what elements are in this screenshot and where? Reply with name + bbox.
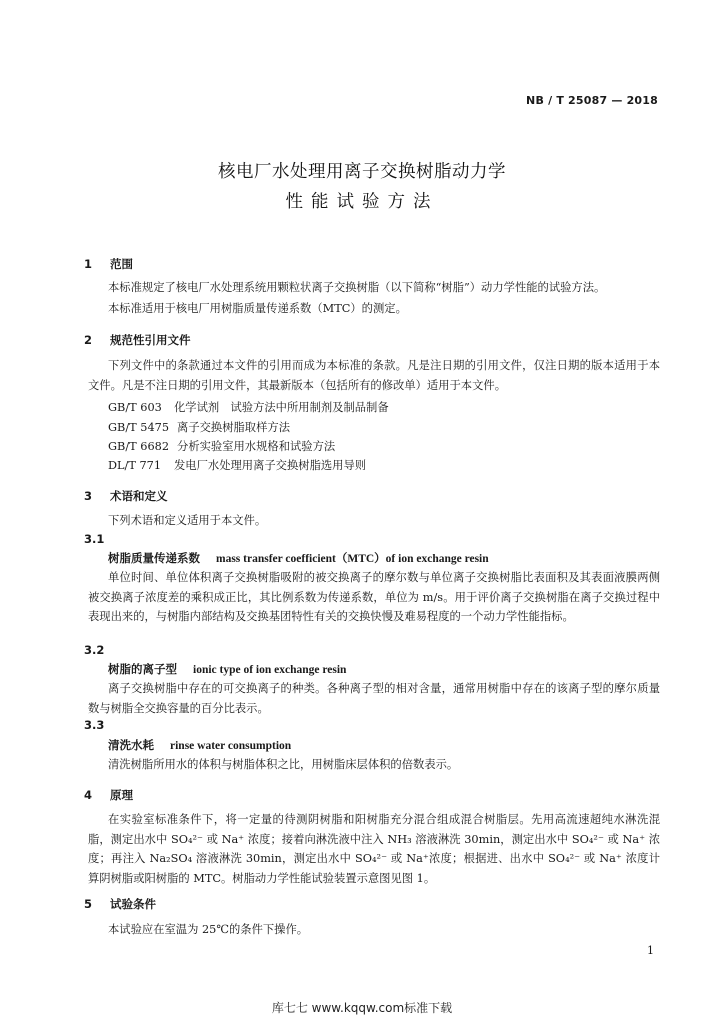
section-1-paragraph-1: 本标准规定了核电厂水处理系统用颗粒状离子交换树脂（以下简称“树脂”）动力学性能的试验方法。 [108,281,606,294]
reference-name: 发电厂水处理用离子交换树脂选用导则 [174,459,367,472]
section-title: 规范性引用文件 [110,333,191,347]
term-3-1 [108,550,489,566]
page-number: 1 [647,944,654,957]
term-3-2 [108,661,346,677]
document-title-line2: 性能试验方法 [285,192,439,212]
section-number: 2 [84,333,93,347]
reference-item [108,438,335,454]
reference-code: DL/T 771 [108,459,162,472]
reference-name: 化学试剂 试验方法中所用制剂及制品制备 [174,401,389,414]
footer-watermark-text: 库七七 www.kqqw.com标准下载 [271,1001,453,1015]
section-1-paragraph-2: 本标准适用于核电厂用树脂质量传递系数（MTC）的测定。 [108,302,407,315]
section-3-heading [84,488,168,504]
section-title: 试验条件 [110,897,157,911]
term-3-2-number: 3.2 [84,643,105,657]
section-title: 原理 [110,788,134,802]
term-english: mass transfer coefficient（MTC）of ion exchange resin [216,553,489,565]
term-chinese: 清洗水耗 [108,738,154,752]
section-title: 术语和定义 [110,489,168,503]
section-4-paragraph: 在实验室标准条件下，将一定量的待测阴树脂和阳树脂充分混合组成混合树脂层。先用高流速超纯水淋洗混脂，测定出水中 SO₄²⁻ 或 Na⁺ 浓度；接着向淋洗液中注入 NH₃ 溶液淋洗 30min，测定出水中 SO₄²⁻ 或 Na⁺ 浓度；再注入 Na₂SO₄ 溶液淋洗 30min，测定出水中 SO₄²⁻ 或 Na⁺浓度；根据进、出水中 SO₄²⁻ 或 Na⁺ 浓度计算阴树脂或阳树脂的 MTC。树脂动力学性能试验装置示意图见图 1。 [88,813,660,885]
reference-item [108,457,366,473]
section-title: 范围 [110,257,134,271]
reference-item [108,399,389,415]
section-5-heading [84,896,156,912]
reference-name: 离子交换树脂取样方法 [177,421,290,434]
standard-code: NB / T 25087 — 2018 [526,94,658,107]
section-2-paragraph: 下列文件中的条款通过本文件的引用而成为本标准的条款。凡是注日期的引用文件，仅注日期的版本适用于本文件。凡是不注日期的引用文件，其最新版本（包括所有的修改单）适用于本文件。 [88,359,660,392]
term-english: rinse water consumption [170,740,292,752]
term-chinese: 树脂质量传递系数 [108,551,200,565]
section-1-heading [84,256,133,272]
section-number: 1 [84,257,93,271]
term-3-2-definition: 离子交换树脂中存在的可交换离子的种类。各种离子型的相对含量，通常用树脂中存在的该离子型的摩尔质量数与树脂全交换容量的百分比表示。 [88,682,660,715]
term-3-1-number: 3.1 [84,532,105,546]
reference-code: GB/T 5475 [108,421,170,434]
term-3-1-definition: 单位时间、单位体积离子交换树脂吸附的被交换离子的摩尔数与单位离子交换树脂比表面积及其表面液膜两侧被交换离子浓度差的乘积成正比，其比例系数为传递系数，单位为 m/s。用于评价离子交换树脂在离子交换过程中表现出来的，与树脂内部结构及交换基团特性有关的交换快慢及难易程度的一个动力学性能指标。 [88,571,660,623]
reference-code: GB/T 603 [108,401,162,414]
document-title-line1: 核电厂水处理用离子交换树脂动力学 [218,162,506,182]
reference-item [108,419,290,435]
term-3-3-number: 3.3 [84,718,105,732]
section-number: 4 [84,788,93,802]
section-4-heading [84,787,133,803]
section-number: 3 [84,489,93,503]
section-2-heading [84,332,191,348]
term-english: ionic type of ion exchange resin [193,664,347,676]
reference-name: 分析实验室用水规格和试验方法 [177,440,336,453]
section-5-paragraph: 本试验应在室温为 25℃的条件下操作。 [108,923,309,936]
term-chinese: 树脂的离子型 [108,662,177,676]
term-3-3 [108,737,291,753]
reference-code: GB/T 6682 [108,440,170,453]
section-3-intro: 下列术语和定义适用于本文件。 [108,514,267,527]
term-3-3-definition: 清洗树脂所用水的体积与树脂体积之比，用树脂床层体积的倍数表示。 [108,758,459,771]
section-number: 5 [84,897,93,911]
